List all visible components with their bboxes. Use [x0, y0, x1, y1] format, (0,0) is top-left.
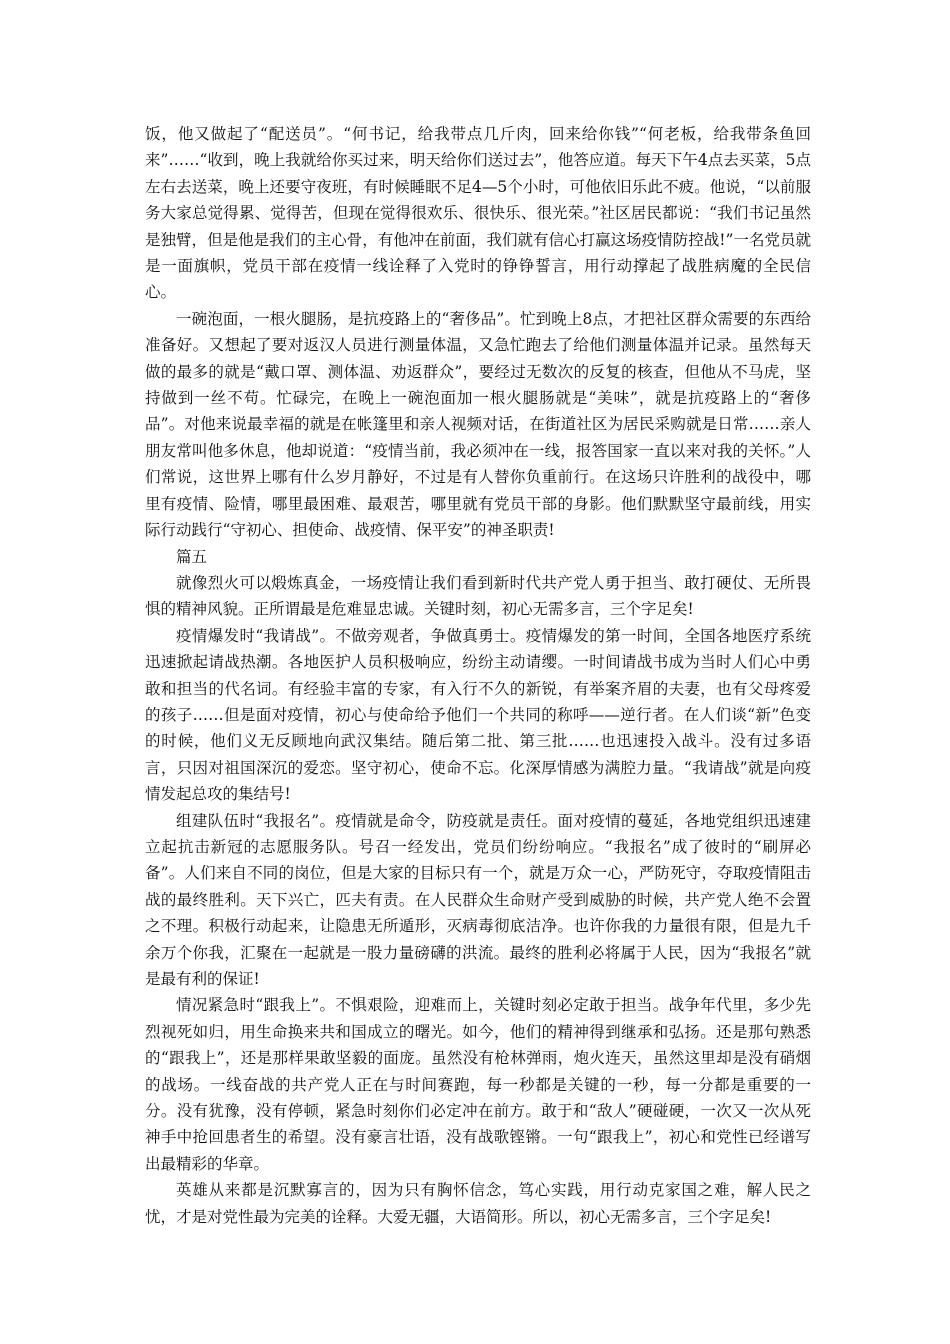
document-body: [145, 121, 811, 1230]
paragraph: 疫情爆发时“我请战”。不做旁观者，争做真勇士。疫情爆发的第一时间，全国各地医疗系统迅速掀起请战热潮。各地医护人员积极响应，纷纷主动请缨。一时间请战书成为当时人们心中勇敢和担当的代名词。有经验丰富的专家，有入行不久的新锐，有举案齐眉的夫妻，也有父母疼爱的孩子……但是面对疫情，初心与使命给予他们一个共同的称呼——逆行者。在人们谈“新”色变的时候，他们义无反顾地向武汉集结。随后第二批、第三批……也迅速投入战斗。没有过多语言，只因对祖国深沉的爱恋。坚守初心，使命不忘。化深厚情感为满腔力量。“我请战”就是向疫情发起总攻的集结号!: [145, 626, 811, 804]
paragraph-continued: 饭，他又做起了“配送员”。“何书记，给我带点几斤肉，回来给你钱”“何老板，给我带条鱼回来”……“收到，晚上我就给你买过来，明天给你们送过去”，他答应道。每天下午4点去买菜，5点左右去送菜，晚上还要守夜班，有时候睡眠不足4—5个小时，可他依旧乐此不疲。他说，“以前服务大家总觉得累、觉得苦，但现在觉得很欢乐、很快乐、很光荣。”社区居民都说：“我们书记虽然是独臂，但是他是我们的主心骨，有他冲在前面，我们就有信心打赢这场疫情防控战!”一名党员就是一面旗帜，党员干部在疫情一线诠释了入党时的铮铮誓言，用行动撑起了战胜病魔的全民信心。: [145, 125, 811, 302]
section-heading: 篇五: [176, 547, 208, 566]
paragraph: 组建队伍时“我报名”。疫情就是命令，防疫就是责任。面对疫情的蔓延，各地党组织迅速建立起抗击新冠的志愿服务队。号召一经发出，党员们纷纷响应。“我报名”成了彼时的“刷屏必备”。人们来自不同的岗位，但是大家的目标只有一个，就是万众一心，严防死守，夺取疫情阻击战的最终胜利。天下兴亡，匹夫有责。在人民群众生命财产受到威胁的时候，共产党人绝不会置之不理。积极行动起来，让隐患无所遁形，灭病毒彻底洁净。也许你我的力量很有限，但是九千余万个你我，汇聚在一起就是一股力量磅礴的洪流。最终的胜利必将属于人民，因为“我报名”就是最有利的保证!: [145, 811, 811, 988]
paragraph: 情况紧急时“跟我上”。不惧艰险，迎难而上，关键时刻必定敢于担当。战争年代里，多少先烈视死如归，用生命换来共和国成立的曙光。如今，他们的精神得到继承和弘扬。还是那句熟悉的“跟我上”，还是那样果敢坚毅的面庞。虽然没有枪林弹雨，炮火连天，虽然这里却是没有硝烟的战场。一线奋战的共产党人正在与时间赛跑，每一秒都是关键的一秒，每一分都是重要的一分。没有犹豫，没有停顿，紧急时刻你们必定冲在前方。敢于和“敌人”硬碰硬，一次又一次从死神手中抢回患者生的希望。没有豪言壮语，没有战歌铿锵。一句“跟我上”，初心和党性已经谱写出最精彩的华章。: [145, 996, 811, 1173]
paragraph: 英雄从来都是沉默寡言的，因为只有胸怀信念，笃心实践，用行动克家国之难，解人民之忧，才是对党性最为完美的诠释。大爱无疆，大语简形。所以，初心无需多言，三个字足矣!: [145, 1181, 811, 1226]
paragraph: 就像烈火可以煅炼真金，一场疫情让我们看到新时代共产党人勇于担当、敢打硬仗、无所畏惧的精神风貌。正所谓最是危难显忠诚。关键时刻，初心无需多言，三个字足矣!: [145, 573, 811, 619]
paragraph: 一碗泡面，一根火腿肠，是抗疫路上的“奢侈品”。忙到晚上8点，才把社区群众需要的东西给准备好。又想起了要对返汉人员进行测量体温，又急忙跑去了给他们测量体温并记录。虽然每天做的最多的就是“戴口罩、测体温、劝返群众”，要经过无数次的反复的核查，但他从不马虎，坚持做到一丝不苟。忙碌完，在晚上一碗泡面加一根火腿肠就是“美味”，就是抗疫路上的“奢侈品”。对他来说最幸福的就是在帐篷里和亲人视频对话，在街道社区为居民采购就是日常……亲人朋友常叫他多休息，他却说道：“疫情当前，我必须冲在一线，报答国家一直以来对我的关怀。”人们常说，这世界上哪有什么岁月静好，不过是有人替你负重前行。在这场只许胜利的战役中，哪里有疫情、险情，哪里最困难、最艰苦，哪里就有党员干部的身影。他们默默坚守最前线，用实际行动践行“守初心、担使命、战疫情、保平安”的神圣职责!: [145, 309, 811, 540]
